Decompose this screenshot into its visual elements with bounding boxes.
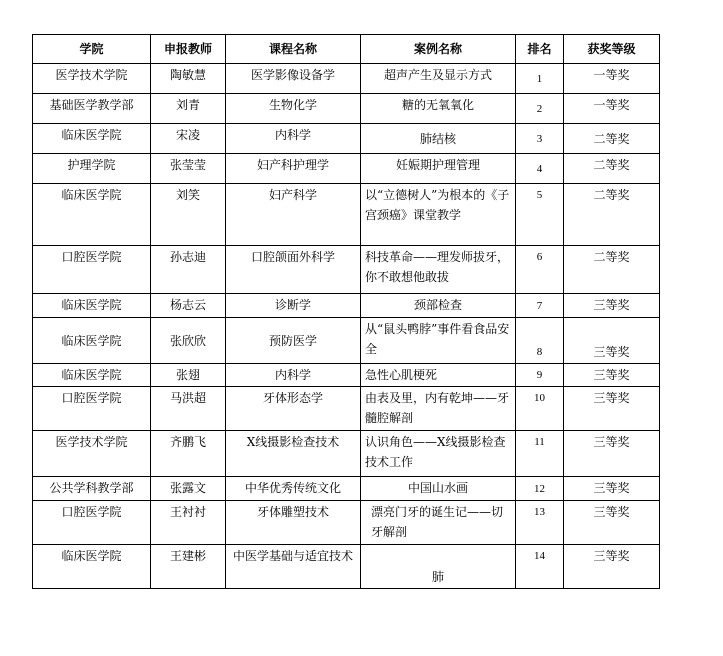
cell-award: 三等奖 (564, 387, 660, 431)
table-row (33, 246, 660, 294)
cell-case: 肺结核 (361, 124, 516, 154)
cell-course: 中医学基础与适宜技术 (226, 545, 361, 589)
cell-college: 临床医学院 (33, 364, 151, 387)
cell-case: 漂亮门牙的诞生记——切牙解剖 (361, 501, 516, 545)
cell-rank: 10 (516, 387, 564, 431)
cell-course: 牙体形态学 (226, 387, 361, 431)
table-row (33, 294, 660, 318)
cell-award: 三等奖 (564, 501, 660, 545)
cell-course: 妇产科护理学 (226, 154, 361, 184)
cell-case: 超声产生及显示方式 (361, 64, 516, 94)
cell-college: 临床医学院 (33, 545, 151, 589)
table-row (33, 124, 660, 154)
cell-college: 临床医学院 (33, 124, 151, 154)
cell-teacher: 杨志云 (151, 294, 226, 318)
cell-course: 内科学 (226, 364, 361, 387)
table-row (33, 64, 660, 94)
cell-award: 三等奖 (564, 545, 660, 589)
cell-award: 二等奖 (564, 154, 660, 184)
cell-case: 由表及里，内有乾坤——牙髓腔解剖 (361, 387, 516, 431)
cell-teacher: 孙志迪 (151, 246, 226, 294)
cell-course: 中华优秀传统文化 (226, 477, 361, 501)
header-award: 获奖等级 (564, 35, 660, 64)
cell-rank: 12 (516, 477, 564, 501)
cell-rank: 1 (516, 64, 564, 94)
cell-case: 急性心肌梗死 (361, 364, 516, 387)
cell-course: 牙体雕塑技术 (226, 501, 361, 545)
cell-teacher: 宋凌 (151, 124, 226, 154)
cell-rank: 8 (516, 318, 564, 364)
award-table (32, 34, 660, 589)
cell-rank: 11 (516, 431, 564, 477)
cell-course: 妇产科学 (226, 184, 361, 246)
cell-teacher: 张欣欣 (151, 318, 226, 364)
cell-course: 内科学 (226, 124, 361, 154)
table-row (33, 154, 660, 184)
cell-course: 诊断学 (226, 294, 361, 318)
cell-college: 医学技术学院 (33, 64, 151, 94)
table-row (33, 545, 660, 589)
cell-teacher: 刘笑 (151, 184, 226, 246)
cell-college: 口腔医学院 (33, 246, 151, 294)
cell-teacher: 王建彬 (151, 545, 226, 589)
cell-college: 临床医学院 (33, 318, 151, 364)
cell-award: 二等奖 (564, 246, 660, 294)
cell-course: 口腔颌面外科学 (226, 246, 361, 294)
cell-case: 认识角色——X线摄影检查技术工作 (361, 431, 516, 477)
cell-college: 临床医学院 (33, 184, 151, 246)
cell-award: 三等奖 (564, 431, 660, 477)
cell-course: 生物化学 (226, 94, 361, 124)
cell-rank: 14 (516, 545, 564, 589)
cell-college: 公共学科教学部 (33, 477, 151, 501)
cell-case: 颈部检查 (361, 294, 516, 318)
cell-rank: 5 (516, 184, 564, 246)
header-case: 案例名称 (361, 35, 516, 64)
cell-rank: 3 (516, 124, 564, 154)
cell-case: 糖的无氧氧化 (361, 94, 516, 124)
cell-teacher: 张莹莹 (151, 154, 226, 184)
cell-college: 临床医学院 (33, 294, 151, 318)
table-row (33, 94, 660, 124)
cell-rank: 7 (516, 294, 564, 318)
table-row (33, 431, 660, 477)
header-row (33, 35, 660, 64)
cell-award: 三等奖 (564, 294, 660, 318)
table-row (33, 184, 660, 246)
cell-award: 三等奖 (564, 364, 660, 387)
table-row (33, 477, 660, 501)
cell-case: 肺 (361, 545, 516, 589)
cell-award: 一等奖 (564, 94, 660, 124)
cell-award: 二等奖 (564, 124, 660, 154)
cell-teacher: 张露文 (151, 477, 226, 501)
table-row (33, 318, 660, 364)
cell-award: 一等奖 (564, 64, 660, 94)
header-teacher: 申报教师 (151, 35, 226, 64)
table-row (33, 387, 660, 431)
cell-rank: 9 (516, 364, 564, 387)
cell-teacher: 张翅 (151, 364, 226, 387)
table-row (33, 364, 660, 387)
cell-teacher: 刘青 (151, 94, 226, 124)
cell-rank: 13 (516, 501, 564, 545)
header-course: 课程名称 (226, 35, 361, 64)
cell-case: 以“立德树人”为根本的《子宫颈癌》课堂教学 (361, 184, 516, 246)
cell-college: 护理学院 (33, 154, 151, 184)
cell-rank: 4 (516, 154, 564, 184)
cell-case: 科技革命——理发师拔牙，你不敢想他敢拔 (361, 246, 516, 294)
cell-teacher: 王衬衬 (151, 501, 226, 545)
cell-teacher: 齐鹏飞 (151, 431, 226, 477)
header-college: 学院 (33, 35, 151, 64)
cell-case: 中国山水画 (361, 477, 516, 501)
cell-college: 口腔医学院 (33, 387, 151, 431)
cell-award: 二等奖 (564, 184, 660, 246)
cell-course: X线摄影检查技术 (226, 431, 361, 477)
cell-college: 医学技术学院 (33, 431, 151, 477)
cell-rank: 6 (516, 246, 564, 294)
header-rank: 排名 (516, 35, 564, 64)
cell-college: 基础医学教学部 (33, 94, 151, 124)
cell-teacher: 陶敏慧 (151, 64, 226, 94)
cell-rank: 2 (516, 94, 564, 124)
cell-teacher: 马洪超 (151, 387, 226, 431)
cell-course: 医学影像设备学 (226, 64, 361, 94)
cell-award: 三等奖 (564, 477, 660, 501)
table-row (33, 501, 660, 545)
cell-case: 妊娠期护理管理 (361, 154, 516, 184)
cell-award: 三等奖 (564, 318, 660, 364)
cell-college: 口腔医学院 (33, 501, 151, 545)
cell-course: 预防医学 (226, 318, 361, 364)
cell-case: 从“鼠头鸭脖”事件看食品安全 (361, 318, 516, 364)
